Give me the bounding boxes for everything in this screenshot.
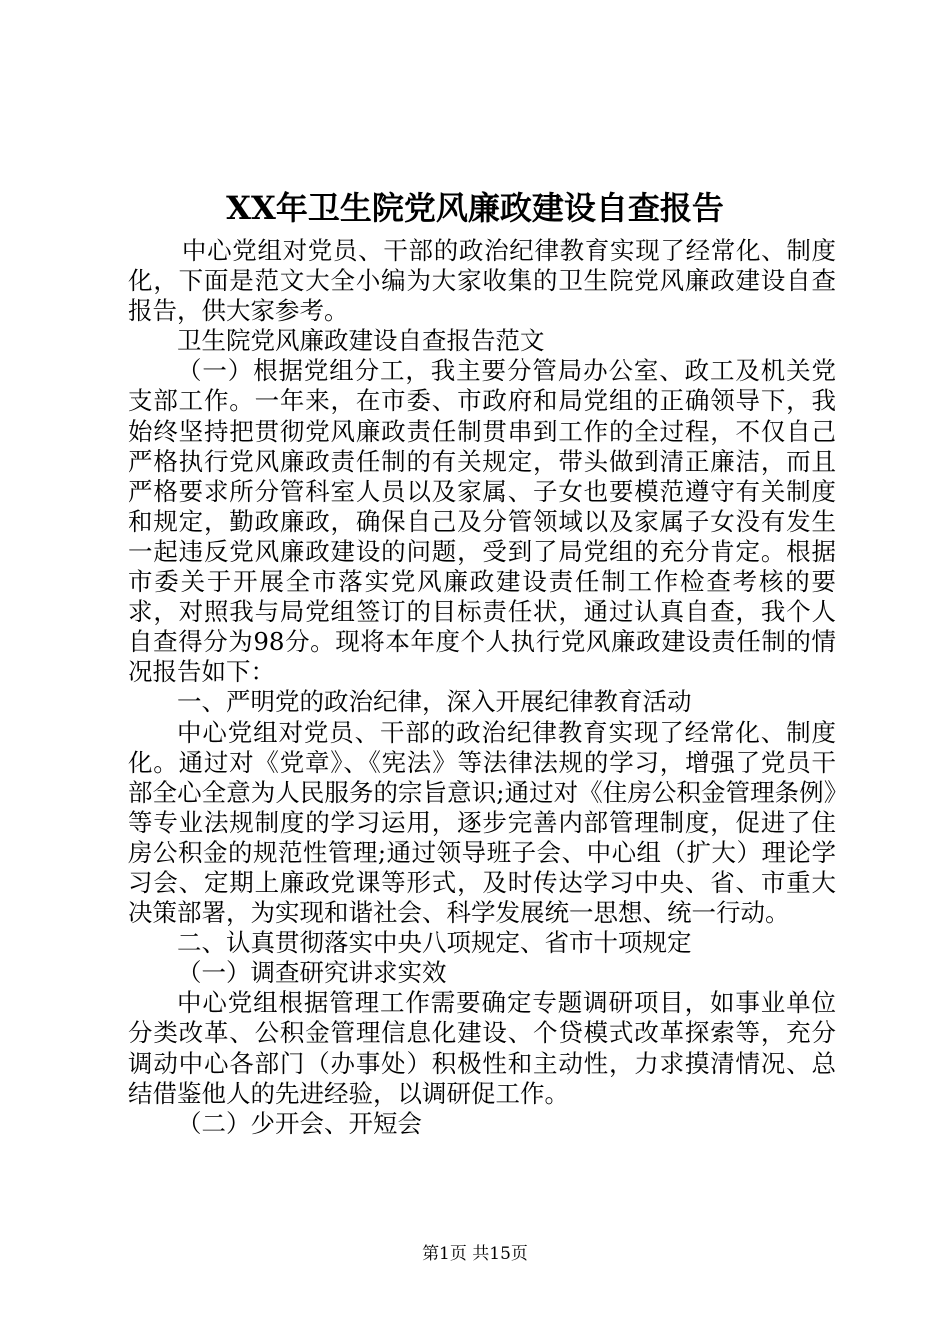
paragraph-subsection-2-1: 中心党组根据管理工作需要确定专题调研项目，如事业单位分类改革、公积金管理信息化建设、个贷模式改革探索等，充分调动中心各部门（办事处）积极性和主动性，力求摸清情况、总结借鉴他人的先进经验，以调研促工作。 — [128, 988, 836, 1108]
page-number-footer: 第1页 共15页 — [422, 1244, 528, 1264]
subsection-heading-2-2: （二）少开会、开短会 — [177, 1108, 422, 1138]
intro-paragraph: 中心党组对党员、干部的政治纪律教育实现了经常化、制度化，下面是范文大全小编为大家收集的卫生院党风廉政建设自查报告，供大家参考。 — [128, 236, 836, 326]
document-body — [128, 236, 836, 1139]
section-heading-1: 一、严明党的政治纪律，深入开展纪律教育活动 — [177, 687, 692, 717]
paragraph-section-1: 中心党组对党员、干部的政治纪律教育实现了经常化、制度化。通过对《党章》、《宪法》等法律法规的学习，增强了党员干部全心全意为人民服务的宗旨意识;通过对《住房公积金管理条例》等专业法规制度的学习运用，逐步完善内部管理制度，促进了住房公积金的规范性管理;通过领导班子会、中心组（扩大）理论学习会、定期上廉政党课等形式，及时传达学习中央、省、市重大决策部署，为实现和谐社会、科学发展统一思想、统一行动。 — [128, 717, 836, 928]
paragraph-overview: （一）根据党组分工，我主要分管局办公室、政工及机关党支部工作。一年来，在市委、市政府和局党组的正确领导下，我始终坚持把贯彻党风廉政责任制贯串到工作的全过程，不仅自己严格执行党风廉政责任制的有关规定，带头做到清正廉洁，而且严格要求所分管科室人员以及家属、子女也要模范遵守有关制度和规定，勤政廉政，确保自己及分管领域以及家属子女没有发生一起违反党风廉政建设的问题，受到了局党组的充分肯定。根据市委关于开展全市落实党风廉政建设责任制工作检查考核的要求，对照我与局党组签订的目标责任状，通过认真自查，我个人自查得分为98分。现将本年度个人执行党风廉政建设责任制的情况报告如下： — [128, 356, 836, 687]
subsection-heading-2-1: （一）调查研究讲求实效 — [177, 958, 447, 988]
section-heading-2: 二、认真贯彻落实中央八项规定、省市十项规定 — [177, 928, 692, 958]
section-heading-sample: 卫生院党风廉政建设自查报告范文 — [177, 326, 545, 356]
document-title: XX年卫生院党风廉政建设自查报告 — [226, 189, 724, 227]
